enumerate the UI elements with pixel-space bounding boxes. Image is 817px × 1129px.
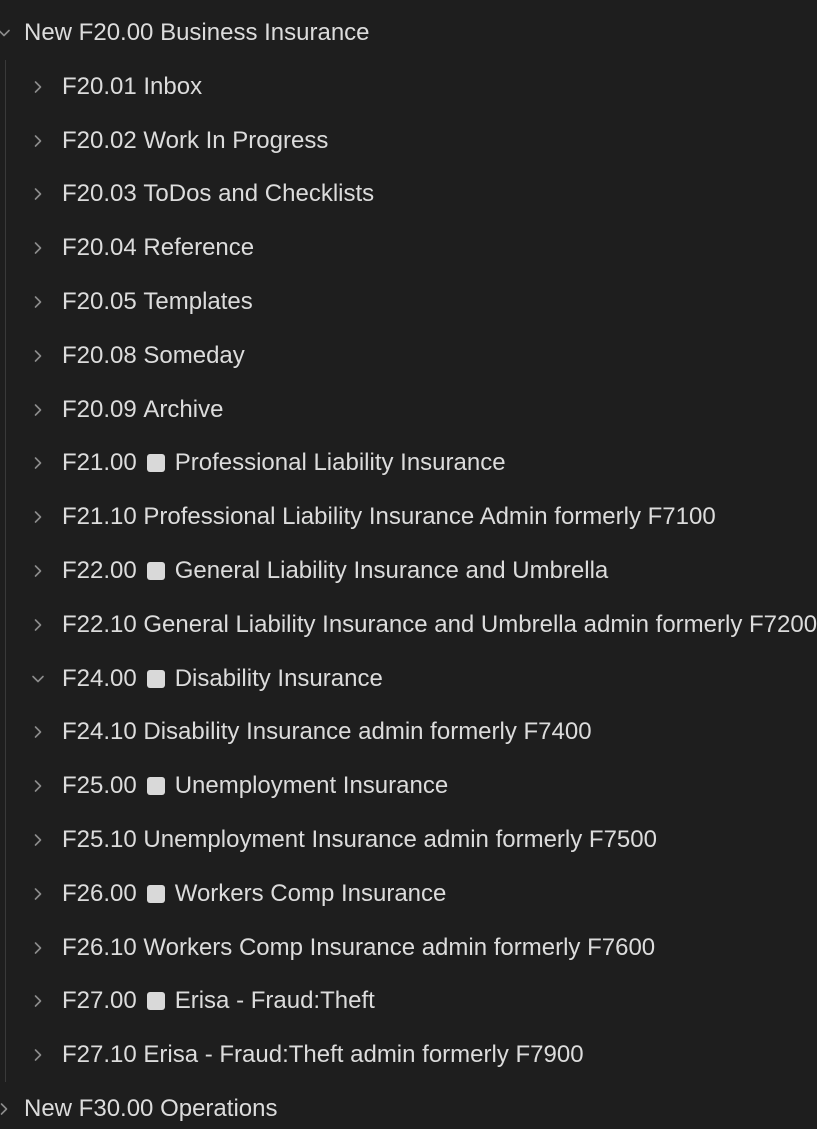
folder-label [62,73,202,101]
chevron-right-icon[interactable] [28,292,48,312]
square-icon [147,454,165,472]
tree-folder-item[interactable] [0,390,764,430]
label-spacer [137,1041,144,1069]
chevron-right-icon[interactable] [28,991,48,1011]
chevron-right-icon[interactable] [28,238,48,258]
folder-code: F25.00 [62,772,137,800]
folder-name: Archive [143,395,224,423]
folder-code: F22.10 [62,610,137,638]
folder-name: New F20.00 Business Insurance [24,19,370,46]
folder-code: F20.04 [62,234,137,262]
chevron-right-icon[interactable] [28,77,48,97]
folder-name: Professional Liability Insurance [174,449,506,477]
folder-code: F24.10 [62,718,137,746]
folder-name: Unemployment Insurance admin formerly F7500 [143,826,657,853]
chevron-right-icon[interactable] [28,615,48,635]
folder-label [62,288,253,316]
folder-label [62,610,817,639]
folder-name: ToDos and Checklists [143,180,375,208]
folder-name: General Liability Insurance and Umbrella [174,557,609,584]
label-spacer [137,718,144,746]
folder-code: F20.03 [62,180,137,208]
chevron-right-icon[interactable] [28,938,48,958]
folder-label [24,1095,277,1123]
square-icon [147,562,165,580]
folder-code: F26.10 [62,933,137,961]
chevron-down-icon[interactable] [0,23,14,43]
tree-folder-item[interactable] [0,443,764,483]
chevron-down-icon[interactable] [28,669,48,689]
folder-name: General Liability Insurance and Umbrella admin formerly F7200 [143,610,817,638]
label-spacer [137,826,144,854]
label-spacer [137,342,144,370]
folder-code: F20.01 [62,72,137,100]
folder-code: F20.08 [62,341,137,369]
folder-label [62,503,716,531]
square-icon [147,992,165,1010]
folder-name: Unemployment Insurance [174,772,449,800]
folder-name: New F30.00 Operations [24,1095,278,1122]
tree-folder-item[interactable] [0,712,764,752]
label-spacer [137,127,144,155]
folder-label [62,557,608,585]
folder-name: Templates [143,288,253,315]
tree-folder-item[interactable] [0,282,764,322]
label-spacer [137,234,144,262]
tree-folder-item[interactable] [0,336,764,376]
folder-label [24,19,370,47]
folder-label [62,449,506,477]
chevron-right-icon[interactable] [28,346,48,366]
chevron-right-icon[interactable] [0,1099,14,1119]
folder-name: Disability Insurance [174,664,383,692]
folder-name: Inbox [143,72,203,100]
chevron-right-icon[interactable] [28,722,48,742]
chevron-right-icon[interactable] [28,400,48,420]
tree-root-folder[interactable] [0,1089,764,1129]
folder-name: Erisa - Fraud:Theft admin formerly F7900 [143,1041,584,1069]
folder-code: F25.10 [62,826,137,853]
folder-name: Disability Insurance admin formerly F7400 [143,718,592,746]
tree-folder-item[interactable] [0,820,764,860]
tree-root-folder[interactable] [0,13,764,53]
chevron-right-icon[interactable] [28,184,48,204]
tree-folder-item[interactable] [0,551,764,591]
label-spacer [137,288,144,316]
folder-name: Someday [143,341,245,369]
folder-label [62,127,328,155]
folder-label [62,718,592,746]
chevron-right-icon[interactable] [28,507,48,527]
folder-label [62,934,655,962]
folder-label [62,772,448,800]
folder-label [62,826,657,854]
folder-code: F21.00 [62,449,137,477]
tree-folder-item[interactable] [0,121,764,161]
folder-label [62,987,375,1015]
tree-folder-item[interactable] [0,874,764,914]
folder-name: Professional Liability Insurance Admin formerly F7100 [143,503,716,531]
folder-code: F20.02 [62,126,137,154]
tree-folder-item[interactable] [0,67,764,107]
square-icon [147,885,165,903]
folder-label [62,1041,584,1069]
chevron-right-icon[interactable] [28,131,48,151]
folder-label [62,342,245,370]
chevron-right-icon[interactable] [28,884,48,904]
chevron-right-icon[interactable] [28,561,48,581]
label-spacer [137,396,144,424]
folder-code: F26.00 [62,879,137,907]
folder-label [62,234,254,262]
tree-folder-item[interactable] [0,497,764,537]
label-spacer [137,73,144,101]
tree-folder-item[interactable] [0,228,764,268]
tree-folder-item[interactable] [0,981,764,1021]
folder-code: F20.09 [62,395,137,423]
folder-name: Reference [143,234,255,262]
chevron-right-icon[interactable] [28,830,48,850]
tree-folder-item[interactable] [0,928,764,968]
chevron-right-icon[interactable] [28,1045,48,1065]
folder-label [62,880,446,908]
label-spacer [137,934,144,962]
chevron-right-icon[interactable] [28,776,48,796]
folder-label [62,665,383,693]
tree-folder-item[interactable] [0,766,764,806]
folder-name: Workers Comp Insurance admin formerly F7600 [143,933,656,961]
label-spacer [137,611,144,639]
folder-code: F27.10 [62,1041,137,1069]
folder-code: F20.05 [62,288,137,315]
tree-folder-item[interactable] [0,174,764,214]
folder-code: F27.00 [62,987,137,1015]
folder-label [62,396,223,424]
label-spacer [137,503,144,531]
folder-name: Erisa - Fraud:Theft [174,987,375,1015]
label-spacer [137,180,144,208]
folder-code: F24.00 [62,664,137,692]
square-icon [147,670,165,688]
tree-folder-item[interactable] [0,659,764,699]
folder-code: F21.10 [62,503,137,531]
tree-folder-item[interactable] [0,1035,764,1075]
folder-code: F22.00 [62,557,137,584]
square-icon [147,777,165,795]
folder-name: Workers Comp Insurance [174,879,447,907]
folder-name: Work In Progress [143,126,329,154]
folder-label [62,180,374,208]
chevron-right-icon[interactable] [28,453,48,473]
tree-folder-item[interactable] [0,605,817,645]
